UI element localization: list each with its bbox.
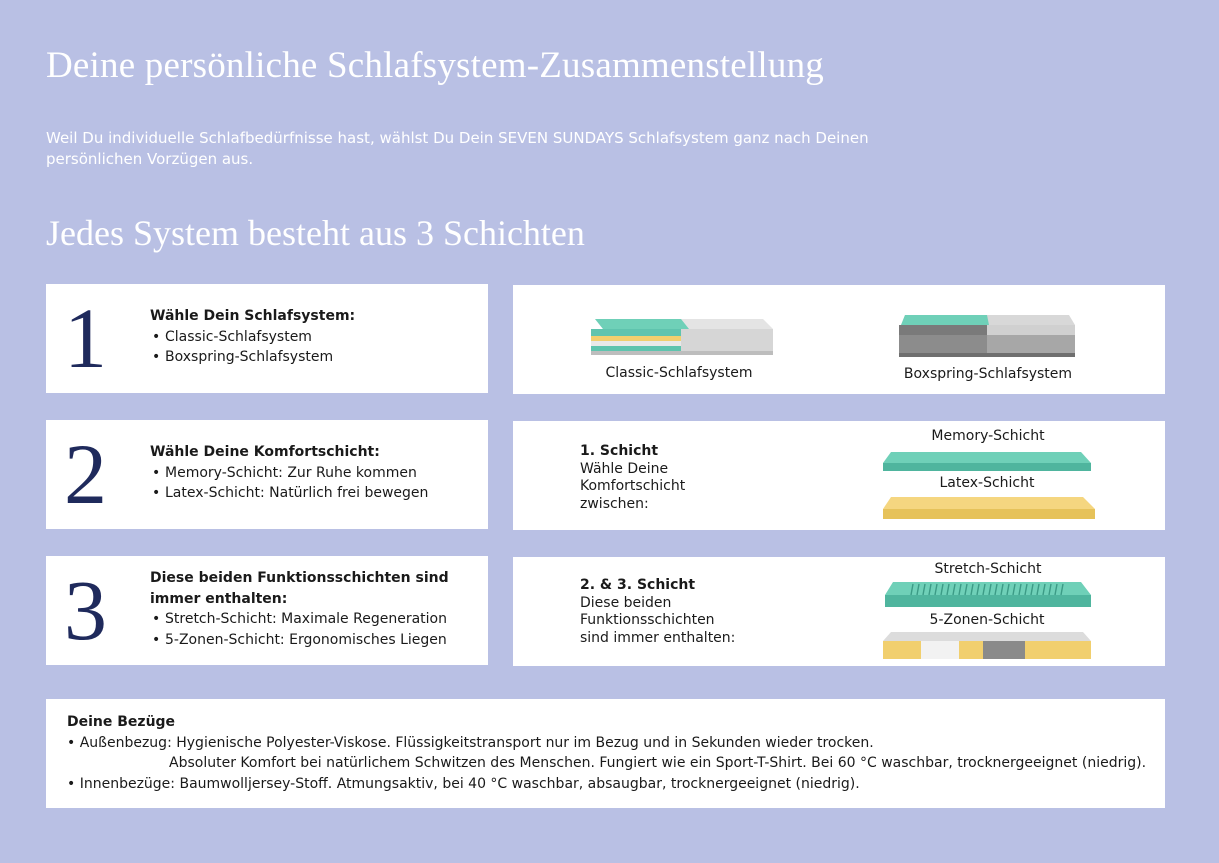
systems-image-card xyxy=(513,285,1165,394)
step-3-text xyxy=(150,568,449,650)
comfort-layers-illustration xyxy=(513,421,1165,530)
list-item: • Stretch-Schicht: Maximale Regeneration xyxy=(150,609,449,630)
step-number: 2 xyxy=(64,426,107,522)
step-number: 1 xyxy=(64,290,107,386)
layer-text-line: sind immer enthalten: xyxy=(580,629,736,646)
covers-heading: Deine Bezüge xyxy=(67,714,176,730)
intro-text: Weil Du individuelle Schlafbedürfnisse hast, wählst Du Dein SEVEN SUNDAYS Schlafsystem ganz nach Deinen persönlichen Vorzügen aus. xyxy=(46,129,869,168)
layer-text-line: Funktionsschichten xyxy=(580,612,715,628)
memory-label: Memory-Schicht xyxy=(931,428,1045,444)
list-item: • 5-Zonen-Schicht: Ergonomisches Liegen xyxy=(150,630,449,651)
step-2-text xyxy=(150,442,428,504)
stretch-label: Stretch-Schicht xyxy=(934,561,1042,577)
list-item: • Memory-Schicht: Zur Ruhe kommen xyxy=(150,463,428,484)
list-item: • Latex-Schicht: Natürlich frei bewegen xyxy=(150,483,428,504)
step-1-text xyxy=(150,306,355,368)
layer-heading: 2. & 3. Schicht xyxy=(580,577,696,593)
step-heading: immer enthalten: xyxy=(150,590,288,607)
classic-mattress-icon xyxy=(591,319,773,355)
step-1-card xyxy=(46,284,488,393)
step-2-card xyxy=(46,420,488,529)
layer-text-line: Diese beiden xyxy=(580,594,672,611)
step-heading: Diese beiden Funktionsschichten sind xyxy=(150,570,449,586)
function-layer-card xyxy=(513,557,1165,666)
covers-text xyxy=(67,712,1147,794)
layer-text-line: zwischen: xyxy=(580,495,649,512)
section-subtitle: Jedes System besteht aus 3 Schichten xyxy=(46,213,585,253)
step-number: 3 xyxy=(64,562,107,658)
five-zone-layer-icon xyxy=(883,632,1091,659)
list-item-continuation: Absoluter Komfort bei natürlichem Schwitzen des Menschen. Fungiert wie ein Sport-T-Shirt. Bei 60 °C waschbar, trocknergeeignet (niedrig). xyxy=(169,755,1147,771)
stretch-layer-icon xyxy=(885,582,1091,607)
step-heading: Wähle Dein Schlafsystem: xyxy=(150,308,356,324)
list-item: • Classic-Schlafsystem xyxy=(150,327,355,348)
layer-text-line: Komfortschicht xyxy=(580,478,686,494)
zone-label: 5-Zonen-Schicht xyxy=(929,612,1045,628)
list-item: • Boxspring-Schlafsystem xyxy=(150,347,355,368)
latex-label: Latex-Schicht xyxy=(939,475,1035,491)
classic-caption: Classic-Schlafsystem xyxy=(605,365,753,381)
comfort-layer-card xyxy=(513,421,1165,530)
step-3-card xyxy=(46,556,488,665)
layer-heading: 1. Schicht xyxy=(580,443,659,459)
memory-layer-icon xyxy=(883,452,1091,471)
layer-text-line: Wähle Deine xyxy=(580,460,669,477)
list-item: • Außenbezug: Hygienische Polyester-Viskose. Flüssigkeitstransport nur im Bezug und in Sekunden wieder trocken. xyxy=(67,734,874,751)
boxspring-caption: Boxspring-Schlafsystem xyxy=(903,366,1073,382)
boxspring-mattress-icon xyxy=(899,315,1075,357)
list-item: • Innenbezüge: Baumwolljersey-Stoff. Atmungsaktiv, bei 40 °C waschbar, absaugbar, trocknergeeignet (niedrig). xyxy=(67,775,860,792)
step-heading: Wähle Deine Komfortschicht: xyxy=(150,444,380,460)
function-layers-illustration xyxy=(513,557,1165,666)
covers-card xyxy=(46,699,1165,808)
page-title: Deine persönliche Schlafsystem-Zusammenstellung xyxy=(46,45,824,86)
latex-layer-icon xyxy=(883,497,1095,519)
